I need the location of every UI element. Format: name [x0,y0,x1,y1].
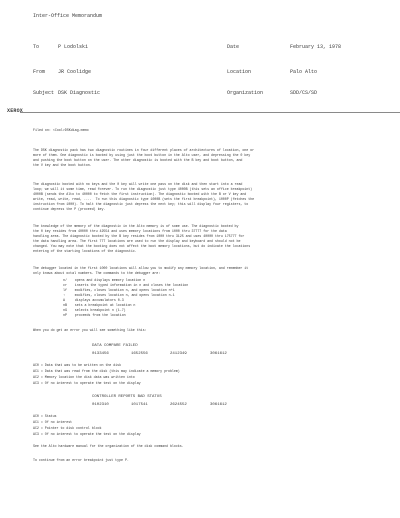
paragraph-2-line: instruction from 1000). To halt the diagnostic just depress the next key; this will display four registers, to [33,203,249,207]
paragraph-1-line: the V key and the boot button. [33,164,92,168]
ac-description: AC2 = Pointer to disk control block [33,427,102,431]
paragraph-5: When you do get an error you will see something like this: [33,329,147,333]
xerox-logo: XEROX [7,108,24,114]
paragraph-3-line: changed. You may note that the booting does not affect the boot memory locations, but do indicate the locations [33,245,251,249]
from-label: From [33,69,46,75]
organization-label: Organization [227,90,264,96]
location-label: Location [227,69,252,75]
error-table-1-value: 3061612 [210,352,227,356]
paragraph-2-line: write, read, write, read, .... To run this diagnostic type 1000B (sets the first breakpoint), 1000P (fetches the [33,198,255,202]
paragraph-2-line: continue depress the P (proceed) key. [33,208,106,212]
debugger-command: nP proceeds from the location [63,314,126,318]
error-table-1-title: DATA COMPARE FAILED [92,344,138,348]
subject-label: Subject [33,90,55,96]
error-table-1-value: 1652556 [131,352,148,356]
paragraph-3-line: handling area. The diagnostic booted by the B key resides from 1000 thru 3125 and uses 40000 thru 175777 for [33,235,245,239]
debugger-command: nG selects breakpoint n (1-7) [63,309,126,313]
paragraph-1-line: more of them. One diagnostic is booted by using just the boot button in the Alto user, and depressing the 0 key [33,154,251,158]
paragraph-2-line: 4000B (sends the Alto to 40000 to fetch the first instruction). The diagnostic booted with the B or V key and [33,193,247,197]
paragraph-4-line: The debugger located in the first 1000 locations will allow you to modify any memory location, and remember it [33,267,249,271]
debugger-command: n/ opens and displays memory location n [63,279,146,283]
error-table-2-value: 1017541 [131,403,148,407]
filed-on-line: Filed on: <Cool>DSKdiag.memo [33,129,89,133]
ac-description: AC1 = Data that was read from the disk (this may indicate a memory problem) [33,370,180,374]
paragraph-3-line: the 0 key resides from 40000 thru 42554 and uses memory locations from 1000 thru 37777 for the data [33,230,227,234]
ac-description: AC3 = Of no interest to operate the test on the display [33,382,141,386]
paragraph-6: See the Alto hardware manual for the organization of the disk command blocks. [33,445,184,449]
error-table-1-value: 0133456 [92,352,109,356]
paragraph-3-line: the data handling area. The first 777 locations are used to run the display and keyboard and should not be [33,240,241,244]
debugger-command: lf modifies, closes location n, and opens location n+1 [63,289,175,293]
paragraph-3-line: entering of the starting locations of the diagnostic. [33,250,137,254]
to-label: To [33,44,40,50]
paragraph-2-line: loop; we will it some time, read forever. To run the diagnostic just type 4000B (this sets an office breakpoint) [33,188,253,192]
debugger-command: nB sets a breakpoint at location n [63,304,136,308]
ac-description: AC1 = Of no interest [33,421,73,425]
debugger-command: A displays accumulators 0-3 [63,299,124,303]
location-value: Palo Alto [290,69,318,75]
ac-description: AC0 = Data that was to be written on the disk [33,364,122,368]
memo-title: Inter-Office Memorandum [33,13,103,19]
paragraph-2-line: The diagnostic booted with no keys and the 0 key will write one pass on the disk and then start into a read [33,183,243,187]
date-value: February 13, 1978 [290,44,342,50]
subject-value: DSK Diagnostic [58,90,101,96]
paragraph-1-line: and pushing the boot button on the user. The other diagnostic is booted with the B key and boot button, and [33,159,243,163]
debugger-command: ↑ modifies, closes location n, and opens location n-1 [63,294,175,298]
ac-description: AC2 = Memory location the disk data was written into [33,376,135,380]
error-table-1-value: 2412349 [170,352,187,356]
organization-value: SDD/CS/SD [290,90,318,96]
ac-description: AC3 = Of no interest to operate the test on the display [33,433,141,437]
debugger-command: cr inserts the typed information in n and closes the location [63,284,189,288]
error-table-2-value: 3061612 [210,403,227,407]
from-value: JR Coolidge [58,69,92,75]
date-label: Date [227,44,240,50]
header-divider [20,112,400,113]
error-table-2-value: 2624552 [170,403,187,407]
paragraph-7: To continue from an error breakpoint just type P. [33,459,129,463]
paragraph-1-line: The DSK diagnostic pack has two diagnostic routines in four different places of architectures of location, one or [33,149,255,153]
ac-description: AC0 = Status [33,415,57,419]
error-table-2-title: CONTROLLER REPORTS BAD STATUS [92,395,162,399]
error-table-2-value: 0102310 [92,403,109,407]
to-value: P Lodolski [58,44,89,50]
paragraph-4-line: only knows about octal numbers. The commands to the debugger are: [33,272,161,276]
paragraph-3-line: The knowledge of the memory of the diagnostic in the Alto memory is of some use. The diagnostic booted by [33,225,239,229]
